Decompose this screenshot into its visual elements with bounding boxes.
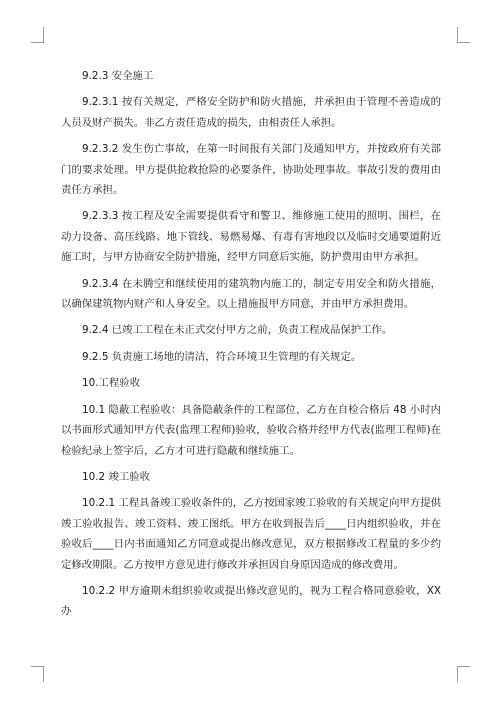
crop-mark-bottom-right <box>457 666 470 682</box>
clause-10-1: 10.1 隐蔽工程验收：具备隐蔽条件的工程部位，乙方在自检合格后 48 小时内以书面形式通知甲方代表(监理工程师)验收，验收合格并经甲方代表(监理工程师)在检验纪录上签字后，乙方才可进行隐蔽和继续施工。 <box>61 403 441 457</box>
clause-9-2-5: 9.2.5 负责施工场地的清洁，符合环境卫生管理的有关规定。 <box>82 350 362 363</box>
clause-10-2-1: 10.2.1 工程具备竣工验收条件的，乙方按国家竣工验收的有关规定向甲方提供竣工验收报告、竣工资料、竣工图纸。甲方在收到报告后____日内组织验收，并在验收后____日内书面通知乙方同意或提出修改意见，双方根据修改工程量的多少约定修改期限。乙方按甲方意见进行修改并承担因自身原因造成的修改费用。 <box>61 497 441 571</box>
clause-9-2-3-4: 9.2.3.4 在未腾空和继续使用的建筑物内施工的，制定专用安全和防火措施，以确保建筑物内财产和人身安全。以上措施报甲方同意，并由甲方承担费用。 <box>61 277 441 311</box>
section-heading-9-2-3: 9.2.3 安全施工 <box>82 70 154 82</box>
crop-mark-bottom-left <box>31 666 44 682</box>
clause-9-2-3-2: 9.2.3.2 发生伤亡事故，在第一时间报有关部门及通知甲方，并按政府有关部门的要求处理。甲方提供抢救抢险的必要条件，协助处理事故。事故引发的费用由责任方承担。 <box>61 143 441 197</box>
clause-9-2-4: 9.2.4 已竣工工程在未正式交付甲方之前，负责工程成品保护工作。 <box>82 324 393 337</box>
crop-mark-top-right <box>457 27 470 43</box>
clause-9-2-3-3: 9.2.3.3 按工程及安全需要提供看守和警卫、维修施工使用的照明、围栏，在动力设备、高压线路、地下管线、易燃易爆、有毒有害地段以及临时交通要道附近施工时，与甲方协商安全防护措施，经甲方同意后实施，防护费用由甲方承担。 <box>61 210 441 264</box>
clause-9-2-3-1: 9.2.3.1 按有关规定，严格安全防护和防火措施，并承担由于管理不善造成的人员及财产损失。非乙方责任造成的损失，由相责任人承担。 <box>61 96 441 129</box>
clause-10-2-2: 10.2.2 甲方逾期未组织验收或提出修改意见的，视为工程合格同意验收，XX 办 <box>61 584 441 618</box>
document-body <box>61 66 441 628</box>
section-heading-10: 10.工程验收 <box>82 377 141 390</box>
crop-mark-top-left <box>31 27 44 43</box>
section-heading-10-2: 10.2 竣工验收 <box>82 470 151 483</box>
